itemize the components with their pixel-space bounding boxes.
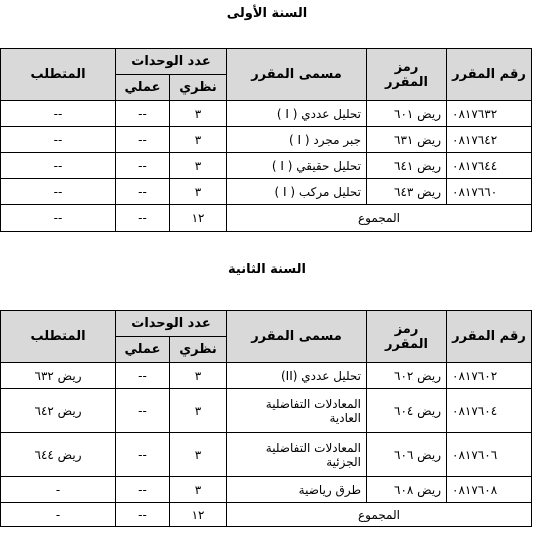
header-practical: عملي bbox=[116, 337, 170, 363]
table-row bbox=[1, 101, 532, 127]
header-course-name: مسمى المقرر bbox=[227, 311, 367, 363]
prerequisite: -- bbox=[1, 179, 116, 205]
course-name: تحليل مركب ( I ) bbox=[227, 179, 367, 205]
course-name: تحليل عددي (II) bbox=[227, 363, 367, 389]
total-practical: -- bbox=[116, 205, 170, 232]
practical-units: -- bbox=[116, 179, 170, 205]
total-label: المجموع bbox=[227, 503, 532, 527]
course-name: المعادلات التفاضلية العادية bbox=[227, 389, 367, 433]
theory-units: ٣ bbox=[170, 433, 227, 477]
prerequisite: -- bbox=[1, 101, 116, 127]
course-code: ريض ٦٠٨ bbox=[367, 477, 447, 503]
prerequisite: -- bbox=[1, 153, 116, 179]
year1-title: السنة الأولى bbox=[226, 6, 308, 21]
header-practical: عملي bbox=[116, 75, 170, 101]
theory-units: ٣ bbox=[170, 179, 227, 205]
total-row bbox=[1, 503, 532, 527]
course-code: ريض ٦٤١ bbox=[367, 153, 447, 179]
table-row bbox=[1, 363, 532, 389]
course-name: طرق رياضية bbox=[227, 477, 367, 503]
course-number: ٠٨١٧٦٠٤ bbox=[447, 389, 532, 433]
course-code: ريض ٦٣١ bbox=[367, 127, 447, 153]
header-units: عدد الوحدات bbox=[116, 49, 227, 75]
table-header-row bbox=[1, 311, 532, 337]
prerequisite: -- bbox=[1, 127, 116, 153]
total-theory: ١٢ bbox=[170, 503, 227, 527]
course-number: ٠٨١٧٦٤٢ bbox=[447, 127, 532, 153]
total-row bbox=[1, 205, 532, 232]
prerequisite: ريض ٦٣٢ bbox=[1, 363, 116, 389]
header-course-name: مسمى المقرر bbox=[227, 49, 367, 101]
course-number: ٠٨١٧٦٠٦ bbox=[447, 433, 532, 477]
practical-units: -- bbox=[116, 101, 170, 127]
table-row bbox=[1, 127, 532, 153]
header-prerequisite: المتطلب bbox=[1, 311, 116, 363]
prerequisite: ريض ٦٤٤ bbox=[1, 433, 116, 477]
year2-title: السنة الثانية bbox=[228, 262, 306, 277]
table-header-row bbox=[1, 49, 532, 75]
header-course-code: رمز المقرر bbox=[367, 49, 447, 101]
course-name: جبر مجرد ( I ) bbox=[227, 127, 367, 153]
course-code: ريض ٦٠٦ bbox=[367, 433, 447, 477]
course-number: ٠٨١٧٦٠٢ bbox=[447, 363, 532, 389]
theory-units: ٣ bbox=[170, 127, 227, 153]
header-course-number: رقم المقرر bbox=[447, 49, 532, 101]
course-code: ريض ٦٠٢ bbox=[367, 363, 447, 389]
theory-units: ٣ bbox=[170, 477, 227, 503]
total-prerequisite: -- bbox=[1, 205, 116, 232]
prerequisite: - bbox=[1, 477, 116, 503]
total-label: المجموع bbox=[227, 205, 532, 232]
practical-units: -- bbox=[116, 477, 170, 503]
theory-units: ٣ bbox=[170, 101, 227, 127]
year1-table bbox=[0, 48, 532, 232]
practical-units: -- bbox=[116, 433, 170, 477]
course-code: ريض ٦٤٣ bbox=[367, 179, 447, 205]
course-name: تحليل حقيقي ( I ) bbox=[227, 153, 367, 179]
course-name: المعادلات التفاضلية الجزئية bbox=[227, 433, 367, 477]
course-number: ٠٨١٧٦٦٠ bbox=[447, 179, 532, 205]
prerequisite: ريض ٦٤٢ bbox=[1, 389, 116, 433]
table-row bbox=[1, 179, 532, 205]
course-name: تحليل عددي ( I ) bbox=[227, 101, 367, 127]
header-course-code: رمز المقرر bbox=[367, 311, 447, 363]
practical-units: -- bbox=[116, 153, 170, 179]
total-prerequisite: - bbox=[1, 503, 116, 527]
year2-table bbox=[0, 310, 532, 527]
table-row bbox=[1, 153, 532, 179]
practical-units: -- bbox=[116, 389, 170, 433]
course-number: ٠٨١٧٦٤٤ bbox=[447, 153, 532, 179]
course-code: ريض ٦٠١ bbox=[367, 101, 447, 127]
header-theory: نظري bbox=[170, 337, 227, 363]
table-row bbox=[1, 389, 532, 433]
header-course-number: رقم المقرر bbox=[447, 311, 532, 363]
practical-units: -- bbox=[116, 127, 170, 153]
theory-units: ٣ bbox=[170, 153, 227, 179]
course-number: ٠٨١٧٦٣٢ bbox=[447, 101, 532, 127]
course-number: ٠٨١٧٦٠٨ bbox=[447, 477, 532, 503]
total-theory: ١٢ bbox=[170, 205, 227, 232]
table-row bbox=[1, 433, 532, 477]
header-units: عدد الوحدات bbox=[116, 311, 227, 337]
theory-units: ٣ bbox=[170, 363, 227, 389]
course-code: ريض ٦٠٤ bbox=[367, 389, 447, 433]
total-practical: -- bbox=[116, 503, 170, 527]
table-row bbox=[1, 477, 532, 503]
practical-units: -- bbox=[116, 363, 170, 389]
theory-units: ٣ bbox=[170, 389, 227, 433]
header-theory: نظري bbox=[170, 75, 227, 101]
header-prerequisite: المتطلب bbox=[1, 49, 116, 101]
